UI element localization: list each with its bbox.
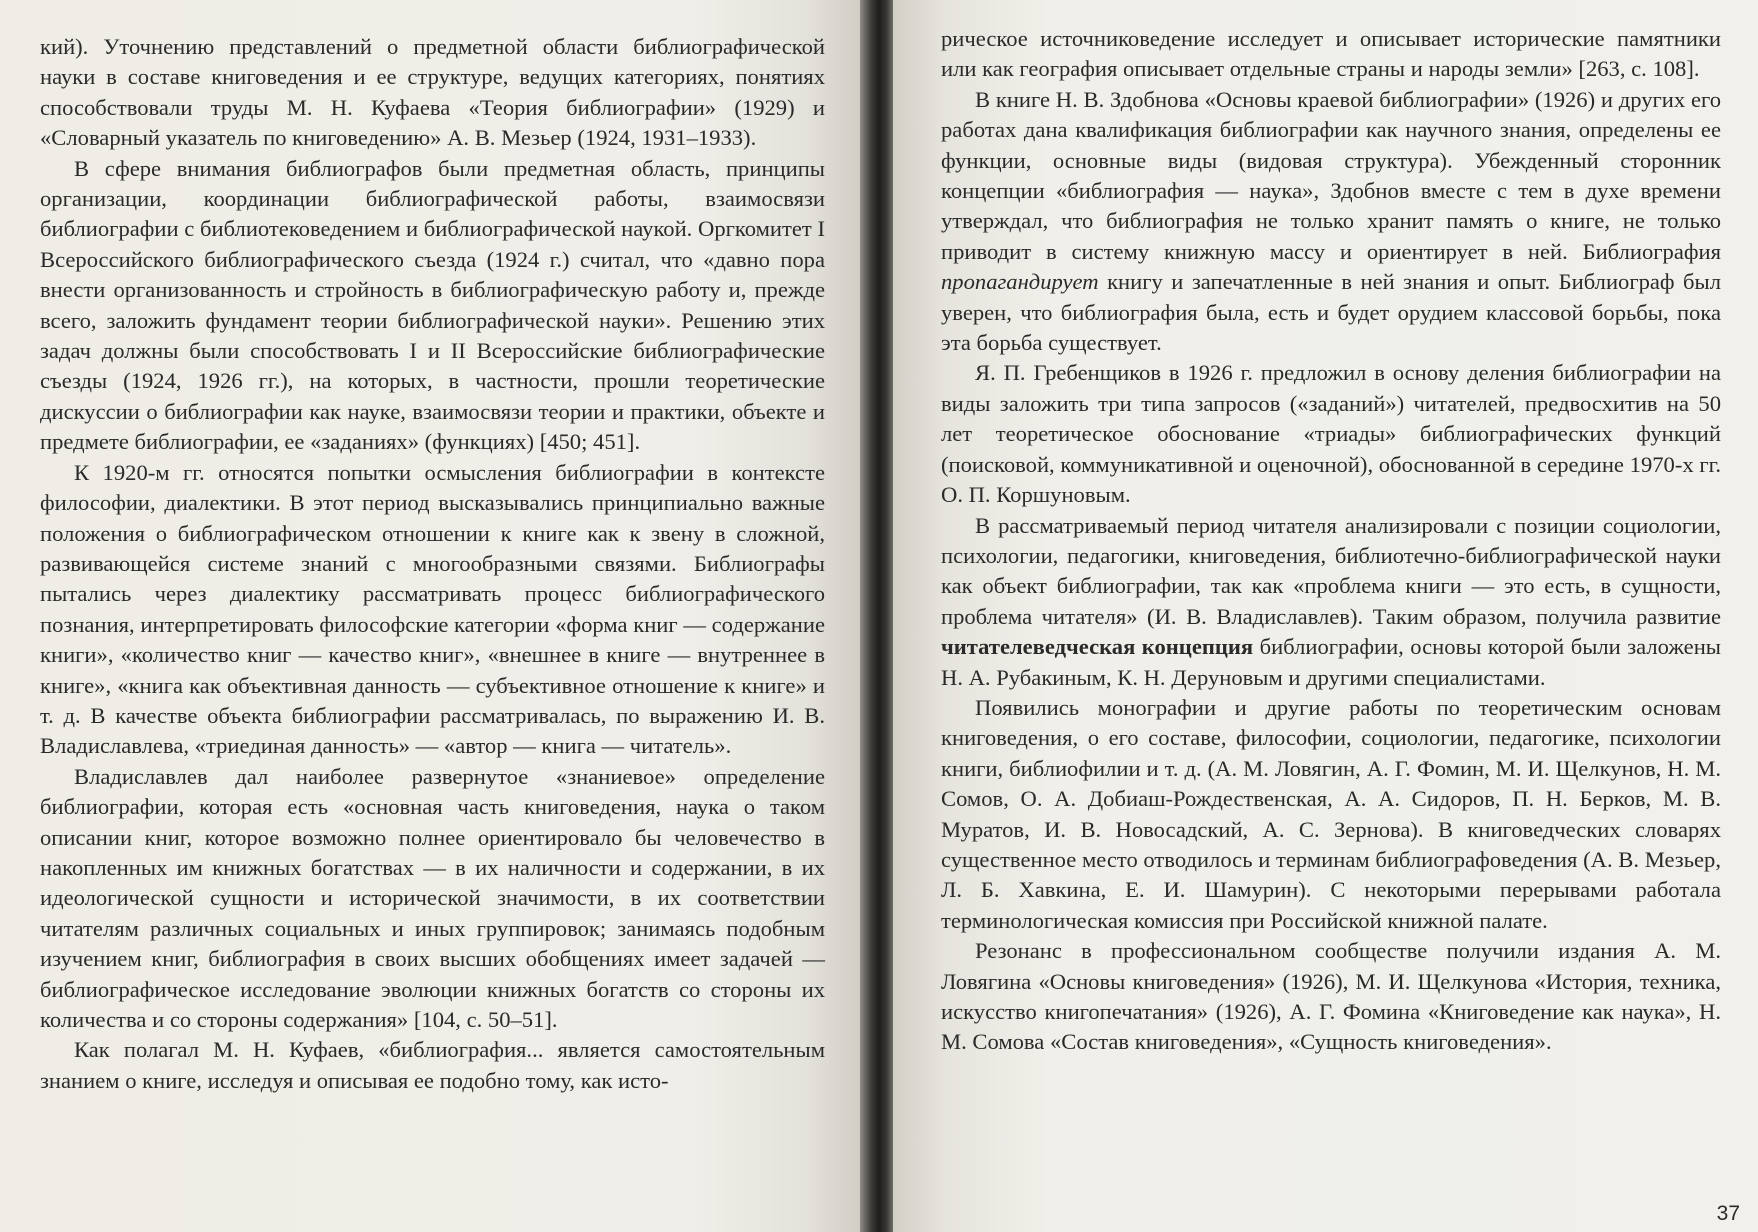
right-page-text bbox=[941, 24, 1721, 1058]
paragraph-text: книгу и запечатленные в ней знания и опыт. Библиограф был уверен, что библиография была, есть и будет орудием классовой борьбы, пока эта борьба существует. bbox=[941, 269, 1721, 356]
paragraph bbox=[941, 85, 1721, 359]
paragraph: Появились монографии и другие работы по теоретическим основам книговедения, о его составе, философии, социологии, педагогике, психологии книги, библиофилии и т. д. (А. М. Ловягин, А. Г. Фомин, М. И. Щелкунов, Н. М. Сомов, О. А. Добиаш-Рождественская, А. А. Сидоров, П. Н. Берков, М. В. Муратов, И. В. Новосадский, А. С. Зернова). В книговедческих словарях существенное место отводилось и терминам библиографоведения (А. В. Мезьер, Л. Б. Хавкина, Е. И. Шамурин). С некоторыми перерывами работала терминологическая комиссия при Российской книжной палате. bbox=[941, 694, 1721, 933]
paragraph: Я. П. Гребенщиков в 1926 г. предложил в основу деления библиографии на виды заложить три типа запросов («заданий») читателей, предвосхитив на 50 лет теоретическое обоснование «триады» библиографических функций (поисковой, коммуникативной и оценочной), обоснованной в середине 1970-х гг. О. П. Коршуновым. bbox=[941, 360, 1721, 508]
paragraph-text: В книге Н. В. Здобнова «Основы краевой библиографии» (1926) и других его работах дана квалификация библиографии как научного знания, определены ее функции, основные виды (видовая структура). Убежденный сторонник концепции «библиография — наука», Здобнов вместе с тем в духе времени утверждал, что библиография не только хранит память о книге, не только приводит в систему книжную массу и ориентирует в ней. Библиография bbox=[941, 86, 1721, 264]
paragraph: Как полагал М. Н. Куфаев, «библиография... является самостоятельным знанием о книге, исследуя и описывая ее подобно тому, как исто- bbox=[40, 1037, 825, 1093]
paragraph: В сфере внимания библиографов были предметная область, принципы организации, координации библиографической работы, взаимосвязи библиографии с библиотековедением и библиографической наукой. Оргкомитет I Всероссийского библиографического съезда (1924 г.) считал, что «давно пора внести организованность и стройность в библиографическую работу и, прежде всего, заложить фундамент теории библиографической науки». Решению этих задач должны были способствовать I и II Всероссийские библиографические съезды (1924, 1926 гг.), на которых, в частности, прошли теоретические дискуссии о библиографии как науке, взаимосвязи теории и практики, объекте и предмете библиографии, ее «заданиях» (функциях) [450; 451]. bbox=[40, 155, 825, 455]
paragraph: рическое источниковедение исследует и описывает исторические памятники или как география описывает отдельные страны и народы земли» [263, с. 108]. bbox=[941, 26, 1721, 82]
paragraph: К 1920-м гг. относятся попытки осмысления библиографии в контексте философии, диалектики. В этот период высказывались принципиально важные положения о библиографическом отношении к книге как к звену в сложной, развивающейся системе знаний с многообразными связями. Библиографы пытались через диалектику рассматривать процесс библиографического познания, интерпретировать философские категории «форма книг — содержание книги», «количество книг — качество книг», «внешнее в книге — внутреннее в книге», «книга как объективная данность — субъективное отношение к книге» и т. д. В качестве объекта библиографии рассматривалась, по выражению И. В. Владиславлева, «триединая данность» — «автор — книга — читатель». bbox=[40, 459, 825, 759]
page-number: 37 bbox=[1716, 1202, 1740, 1225]
paragraph: кий). Уточнению представлений о предметной области библиографической науки в составе книговедения и ее структуре, ведущих категориях, понятиях способствовали труды М. Н. Куфаева «Теория библиографии» (1929) и «Словарный указатель по книговедению» А. В. Мезьер (1924, 1931–1933). bbox=[40, 34, 825, 151]
italic-term: пропагандирует bbox=[941, 269, 1099, 295]
left-page bbox=[0, 0, 865, 1232]
paragraph-text: библиографии, основы которой были заложены Н. А. Рубакиным, К. Н. Деруновым и другими специалистами. bbox=[941, 634, 1721, 690]
paragraph bbox=[941, 511, 1721, 693]
right-page bbox=[893, 0, 1758, 1232]
left-page-text bbox=[40, 32, 825, 1096]
bold-term: читателеведческая концепция bbox=[941, 634, 1254, 660]
paragraph: Резонанс в профессиональном сообществе получили издания А. М. Ловягина «Основы книговедения» (1926), М. И. Щелкунова «История, техника, искусство книгопечатания» (1926), А. Г. Фомина «Книговедение как наука», Н. М. Сомова «Состав книговедения», «Сущность книговедения». bbox=[941, 938, 1721, 1055]
paragraph: Владиславлев дал наиболее развернутое «знаниевое» определение библиографии, которая есть «основная часть книговедения, наука о таком описании книг, которое возможно полнее ориентировало бы человечество в накопленных им книжных богатствах — в их наличности и содержании, в их идеологической сущности и исторической значимости, в их соответствии читателям различных социальных и иных группировок; занимаясь подобным изучением книг, библиография в своих высших обобщениях имеет задачей — библиографическое исследование эволюции книжных богатств со стороны их количества и со стороны содержания» [104, с. 50–51]. bbox=[40, 763, 825, 1032]
paragraph-text: В рассматриваемый период читателя анализировали с позиции социологии, психологии, педагогики, книговедения, библиотечно-библиографической науки как объект библиографии, так как «проблема книги — это есть, в сущности, проблема читателя» (И. В. Владиславлев). Таким образом, получила развитие bbox=[941, 512, 1721, 629]
